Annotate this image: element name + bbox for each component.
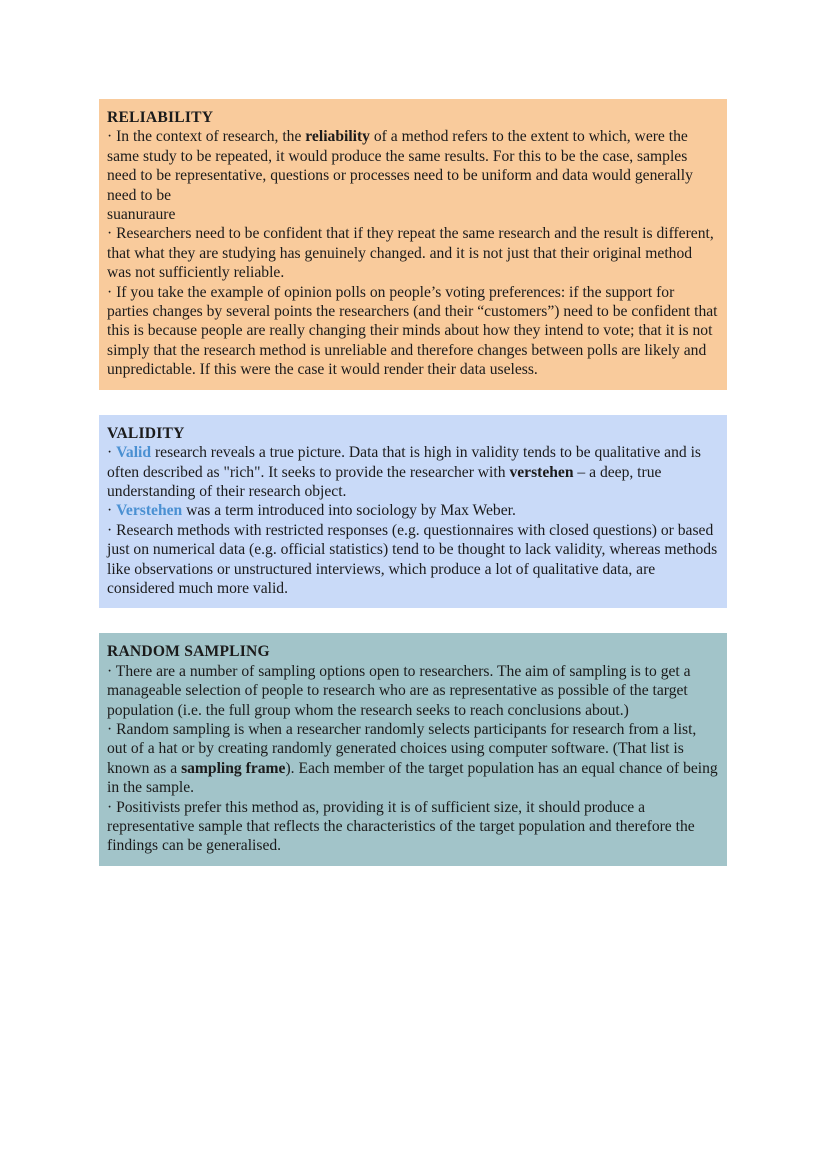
note-box-title-validity: VALIDITY xyxy=(107,424,185,442)
note-paragraph xyxy=(107,127,718,205)
note-paragraph xyxy=(107,662,718,720)
emphasis-text: sampling frame xyxy=(181,759,286,777)
note-paragraph xyxy=(107,798,718,856)
note-paragraph xyxy=(107,224,718,282)
note-paragraph xyxy=(107,501,718,520)
text-run: research reveals a true picture. Data that is high in validity tends to be qualitative and is often described as "rich". It seeks to provide the researcher with xyxy=(107,444,701,481)
text-run: · Random sampling is when a researcher randomly selects participants for research from a list, out of a hat or by creating randomly generated choices using computer software. (That list is known as a xyxy=(107,720,697,777)
text-run: suanuraure xyxy=(107,206,176,224)
note-box-random-sampling xyxy=(99,633,727,865)
note-paragraph xyxy=(107,720,718,798)
text-run: · Positivists prefer this method as, providing it is of sufficient size, it should produce a representative sample that reflects the characteristics of the target population and therefore the findings can be generalised. xyxy=(107,798,695,855)
text-run: · xyxy=(107,444,117,462)
text-run: was a term introduced into sociology by Max Weber. xyxy=(182,502,516,520)
text-run: · Researchers need to be confident that if they repeat the same research and the result is different, that what they are studying has genuinely changed. and it is not just that their original method was not sufficiently reliable. xyxy=(107,225,714,282)
text-run: · There are a number of sampling options open to researchers. The aim of sampling is to get a manageable selection of people to research who are as representative as possible of the target population (i.e. the full group whom the research seeks to reach conclusions about.) xyxy=(107,662,691,719)
note-boxes-container xyxy=(99,99,727,866)
text-run: · If you take the example of opinion polls on people’s voting preferences: if the support for parties changes by several points the researchers (and their “customers”) need to be confident that this is because people are really changing their minds about how they intend to vote; that it is not simply that the research method is unreliable and therefore changes between polls are likely and unpredictable. If this were the case it would render their data useless. xyxy=(107,283,718,379)
emphasis-text: Verstehen xyxy=(116,502,183,520)
emphasis-text: reliability xyxy=(305,128,370,146)
note-box-reliability xyxy=(99,99,727,390)
note-paragraph xyxy=(107,283,718,380)
text-run: · In the context of research, the xyxy=(107,128,306,146)
text-run: · xyxy=(107,502,117,520)
note-paragraph xyxy=(107,205,718,224)
emphasis-text: verstehen xyxy=(509,463,574,481)
text-run: ). Each member of the target population has an equal chance of being in the sample. xyxy=(107,759,718,797)
note-paragraph xyxy=(107,521,718,599)
note-paragraph xyxy=(107,443,718,501)
note-box-validity xyxy=(99,415,727,609)
text-run: of a method refers to the extent to which, were the same study to be repeated, it would produce the same results. For this to be the case, samples need to be representative, questions or processes need to be uniform and data would generally need to be xyxy=(107,128,693,204)
text-run: – a deep, true understanding of their research object. xyxy=(107,463,662,500)
note-box-title-random-sampling: RANDOM SAMPLING xyxy=(107,643,270,661)
note-box-title-reliability: RELIABILITY xyxy=(107,109,214,126)
text-run: · Research methods with restricted responses (e.g. questionnaires with closed questions) or based just on numerical data (e.g. official statistics) tend to be thought to lack validity, whereas methods like observations or unstructured interviews, which produce a lot of qualitative data, are considered much more valid. xyxy=(107,521,718,597)
emphasis-text: Valid xyxy=(116,444,152,462)
